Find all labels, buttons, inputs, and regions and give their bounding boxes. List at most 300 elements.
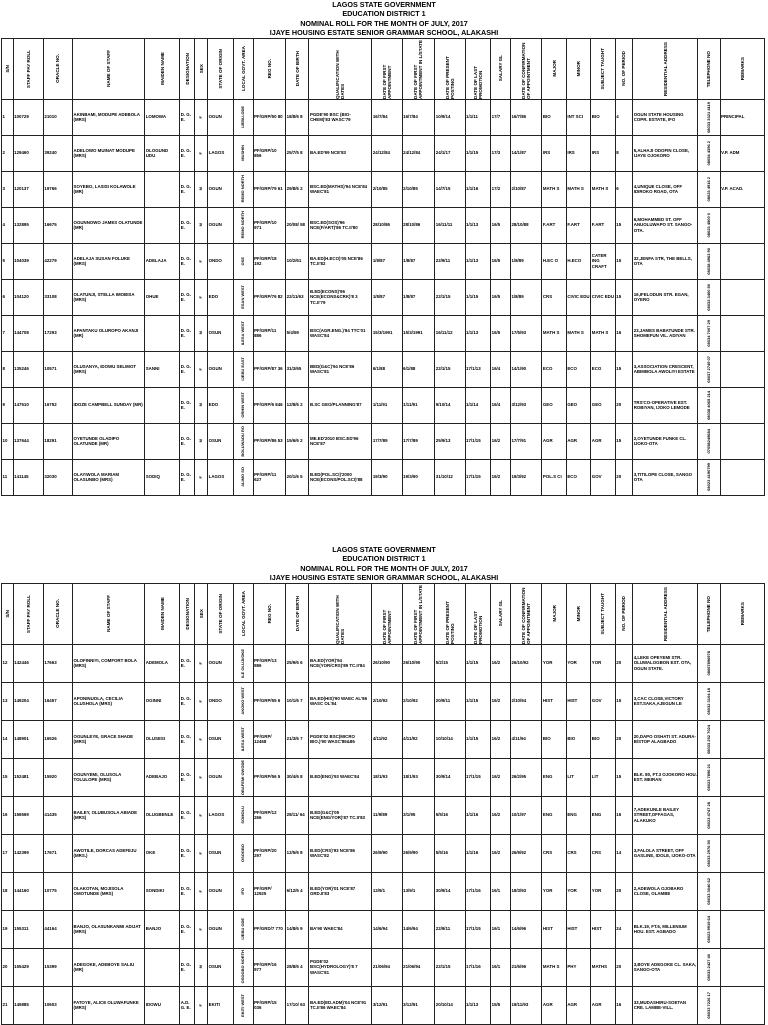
cell-oracle-no: 42279	[43, 243, 72, 279]
cell-minor: YOR	[566, 872, 590, 910]
cell-reg-no: PF/GRP/15 036	[253, 986, 286, 1024]
cell-text: F	[197, 151, 203, 155]
cell-reg-no: PF/GRP/56 5	[253, 758, 286, 796]
cell-text: F	[197, 737, 203, 741]
cell-minor: INT SCI	[566, 99, 590, 135]
cell-name-of-staff: ADEGOKE, ADEBOYE SALIU (MR)	[73, 948, 145, 986]
column-header-date-of-last-promotion	[465, 38, 491, 99]
cell-staff-pay-roll: 144708	[13, 315, 43, 351]
cell-text: M	[197, 187, 203, 191]
column-header-label: DATE OF PRESENT POSTING	[444, 55, 455, 99]
cell-name-of-staff: OGUNYEMI, OLUSOLA TOLULOPE (MRS)	[73, 758, 145, 796]
column-header-name-of-staff	[73, 38, 145, 99]
column-header-label: DATE OF FIRST APPOINTMENT IN L/STATE	[413, 39, 424, 99]
cell-reg-no: PF/GRP/16 977	[253, 948, 286, 986]
cell-minor: MATH S	[566, 315, 590, 351]
cell-minor: GEO	[566, 387, 590, 423]
table-row	[2, 948, 765, 986]
cell-maiden-name: ADEBAJO	[145, 758, 180, 796]
header-government: LAGOS STATE GOVERNMENT	[332, 545, 436, 554]
cell-s-n: 6	[2, 279, 14, 315]
header-roll-title: NOMINAL ROLL FOR THE MONTH OF JULY, 2017	[300, 563, 468, 573]
cell-date-of-first-appointment: 28/10/86	[372, 207, 402, 243]
cell-date-of-present-posting: 20/9/11	[435, 682, 465, 720]
cell-telephone-no	[698, 351, 720, 387]
cell-date-of-confirmation-of-appointment: 26/2/95	[510, 758, 541, 796]
cell-residential-address: 3,BOYE ADEGOKE CL. SAKA, SANGO-OTA	[633, 948, 698, 986]
cell-text: BOLUWADU RO	[239, 425, 245, 457]
cell-state-of-origin: OSUN	[208, 720, 234, 758]
cell-residential-address: 6,MOHAMMED ST. OFF ANUOLUWAPO ST. SANGO-OTA.	[633, 207, 698, 243]
column-header-date-of-birth	[286, 38, 309, 99]
column-header-label: DATE OF BIRTH	[294, 51, 300, 87]
column-header-label: NAME OF STAFF	[106, 50, 112, 88]
cell-no-of-period: 16	[615, 315, 632, 351]
cell-major: BIO	[542, 99, 566, 135]
cell-subject-taught: AGR	[591, 423, 615, 459]
cell-date-of-first-appointment: 15/3/1991	[372, 315, 402, 351]
column-header-major	[542, 38, 566, 99]
cell-staff-pay-roll: 155429	[13, 948, 43, 986]
column-header-staff-pay-roll	[13, 38, 43, 99]
cell-minor: HIST	[566, 910, 590, 948]
cell-name-of-staff: OGUNNOWO JAMES OLATUNDE (MR)	[73, 207, 145, 243]
cell-subject-taught: MATH S	[591, 315, 615, 351]
cell-text: 08023 4747 28	[705, 801, 711, 829]
cell-maiden-name: SODIQ	[145, 459, 180, 495]
cell-date-of-present-posting: 5/2/15	[435, 644, 465, 682]
table-row	[2, 758, 765, 796]
cell-name-of-staff: OLAYIWOLA MARIAM OLASUNBO (MRS)	[73, 459, 145, 495]
sheet-header	[0, 545, 768, 583]
cell-reg-no: PF/GRP/10 856	[253, 135, 286, 171]
cell-date-of-confirmation-of-appointment: 18/3/93	[510, 872, 541, 910]
cell-minor: CIVIC EDU	[566, 279, 590, 315]
cell-text: 08023 9919 64	[705, 915, 711, 943]
cell-salary-gl: 16/2	[491, 796, 511, 834]
cell-minor: IRS	[566, 135, 590, 171]
cell-subject-taught: IRS	[591, 135, 615, 171]
cell-salary-gl: 16/5	[491, 279, 511, 315]
cell-date-of-confirmation-of-appointment: 2/10/94	[510, 682, 541, 720]
cell-major: ENG	[542, 758, 566, 796]
cell-sex	[195, 720, 208, 758]
cell-maiden-name: IDOWU	[145, 986, 180, 1024]
cell-oracle-no: 16457	[43, 682, 72, 720]
cell-major: AGR	[542, 986, 566, 1024]
cell-sex	[195, 758, 208, 796]
cell-reg-no: PF/GRP/55 6	[253, 682, 286, 720]
cell-text: 08033 3400 50	[705, 283, 711, 311]
cell-sex	[195, 682, 208, 720]
cell-designation: D. G. E.	[180, 682, 195, 720]
cell-date-of-confirmation-of-appointment: 14/1/90	[510, 351, 541, 387]
cell-date-of-last-promotion: 17/1/13	[465, 351, 491, 387]
cell-date-of-first-appointment: 26/9/90	[372, 834, 402, 872]
cell-minor: AGR	[566, 423, 590, 459]
column-header-label: DATE OF CONFIRMATION OF APPOINTMENT	[520, 42, 532, 99]
cell-salary-gl: 16/2	[491, 459, 511, 495]
cell-local-govt-area	[233, 720, 253, 758]
cell-date-of-first-appointment: 1/8/87	[372, 243, 402, 279]
cell-text: M	[197, 403, 203, 407]
cell-date-of-last-promotion: 17/1/16	[465, 948, 491, 986]
cell-major: ECO	[542, 351, 566, 387]
cell-local-govt-area	[233, 423, 253, 459]
cell-no-of-period: 4	[615, 99, 632, 135]
cell-no-of-period: 20	[615, 644, 632, 682]
cell-date-of-first-appointment: 6/1/88	[372, 351, 402, 387]
table-row	[2, 459, 765, 495]
cell-designation: D. G. E.	[180, 910, 195, 948]
column-header-label: MAJOR	[551, 605, 557, 622]
column-header-label: MINOR	[575, 605, 581, 622]
column-header-label: LOCAL GOVT. AREA	[240, 46, 246, 92]
cell-reg-no: PF/GRD/7 770	[253, 910, 286, 948]
cell-sex	[195, 387, 208, 423]
column-header-label: NAME OF STAFF	[106, 595, 112, 633]
cell-date-of-confirmation-of-appointment: 14/6/96	[510, 910, 541, 948]
cell-name-of-staff: ADELAJA SUSAN FOLUKE (MRS)	[73, 243, 145, 279]
cell-designation: D. G. E.	[180, 796, 195, 834]
cell-maiden-name: SONDIKI	[145, 872, 180, 910]
cell-residential-address: 4,UNIQUE CLOSE, OFF IDIROKO ROAD, OTA	[633, 171, 698, 207]
cell-name-of-staff: BAILEY, OLUBUSOLA ABIADE (MRS)	[73, 796, 145, 834]
cell-qualification-with-dates: PGDE'02 BSC(HYDROLOGY)'8 7 WASC'81	[309, 948, 372, 986]
cell-sex	[195, 423, 208, 459]
cell-state-of-origin: OSUN	[208, 834, 234, 872]
column-header-date-of-present-posting	[435, 38, 465, 99]
header-school-name: IJAYE HOUSING ESTATE SENIOR GRAMMAR SCHOOL, ALAKASHI	[269, 573, 499, 583]
table-row	[2, 279, 765, 315]
table-row	[2, 644, 765, 682]
cell-subject-taught: F.ART	[591, 207, 615, 243]
cell-local-govt-area	[233, 834, 253, 872]
column-header-salary-gl	[491, 583, 511, 644]
cell-telephone-no	[698, 423, 720, 459]
cell-date-of-last-promotion: 17/1/15	[465, 910, 491, 948]
nominal-roll-sheet-2	[0, 545, 768, 1025]
cell-oracle-no: 17663	[43, 644, 72, 682]
cell-date-of-first-appointment: 1/8/87	[372, 279, 402, 315]
cell-date-of-birth: 18/8/6 8	[286, 99, 309, 135]
cell-oracle-no: 33108	[43, 279, 72, 315]
cell-salary-gl: 16/4	[491, 387, 511, 423]
cell-maiden-name: OKE	[145, 834, 180, 872]
column-header-label: SUBJECT TAUGHT	[600, 47, 606, 90]
cell-date-of-birth: 5/4/59	[286, 315, 309, 351]
cell-remarks	[720, 351, 764, 387]
column-header-telephone-no	[698, 38, 720, 99]
cell-remarks	[720, 644, 764, 682]
column-header-label: S/N	[4, 64, 10, 73]
cell-date-of-last-promotion: 1/1/16	[465, 796, 491, 834]
column-header-label: SALARY GL	[497, 600, 503, 627]
cell-date-of-present-posting: 5/5/16	[435, 796, 465, 834]
cell-reg-no: PF/GRP/79 61	[253, 171, 286, 207]
cell-designation: D. G. E.	[180, 207, 195, 243]
column-header-no-of-period	[615, 583, 632, 644]
cell-no-of-period: 24	[615, 910, 632, 948]
cell-date-of-first-appointment: 17/7/89	[372, 423, 402, 459]
cell-s-n: 3	[2, 171, 14, 207]
cell-date-of-birth: 31/3/65	[286, 351, 309, 387]
cell-date-of-first-appointment: 26/10/90	[372, 644, 402, 682]
table-row	[2, 243, 765, 279]
cell-qualification-with-dates: B.ED(ENG)'93 WAEC'84	[309, 758, 372, 796]
cell-date-of-first-appointment-in-l-state: 3/12/91	[402, 986, 435, 1024]
cell-remarks	[720, 423, 764, 459]
cell-date-of-first-appointment-in-l-state: 2/10/92	[402, 682, 435, 720]
cell-text: OBAFEMI OWODE	[239, 759, 245, 795]
column-header-residential-address	[633, 583, 698, 644]
cell-no-of-period: 15	[615, 243, 632, 279]
table-row	[2, 872, 765, 910]
cell-staff-pay-roll: 137644	[13, 423, 43, 459]
cell-remarks	[720, 796, 764, 834]
cell-qualification-with-dates: PGDE'02 BSC(MICRO BIO.)'90 WASC'85&86	[309, 720, 372, 758]
cell-date-of-present-posting: 22/1/15	[435, 351, 465, 387]
cell-date-of-birth: 20/08/ 58	[286, 207, 309, 243]
cell-s-n: 19	[2, 910, 14, 948]
cell-major: HIST	[542, 910, 566, 948]
cell-date-of-last-promotion: 1/1/15	[465, 135, 491, 171]
cell-date-of-last-promotion: 1/1/16	[465, 834, 491, 872]
column-header-label: MAJOR	[551, 60, 557, 77]
column-header-label: TELEPHONE NO	[706, 595, 712, 632]
cell-telephone-no	[698, 171, 720, 207]
cell-state-of-origin: EKITI	[208, 986, 234, 1024]
cell-date-of-last-promotion: 17/1/15	[465, 423, 491, 459]
cell-date-of-first-appointment: 16/7/84	[372, 99, 402, 135]
column-header-date-of-confirmation-of-appointment	[510, 583, 541, 644]
cell-date-of-first-appointment: 14/6/94	[372, 910, 402, 948]
cell-no-of-period: 14	[615, 834, 632, 872]
cell-date-of-confirmation-of-appointment: 4/11/94	[510, 720, 541, 758]
cell-date-of-last-promotion: 1/1/14	[465, 387, 491, 423]
header-school-name: IJAYE HOUSING ESTATE SENIOR GRAMMAR SCHOOL, ALAKASHI	[269, 28, 499, 38]
cell-major: AGR	[542, 423, 566, 459]
cell-date-of-first-appointment: 4/11/92	[372, 720, 402, 758]
cell-date-of-first-appointment-in-l-state: 1/8/87	[402, 243, 435, 279]
cell-local-govt-area	[233, 872, 253, 910]
cell-date-of-first-appointment: 18/1/93	[372, 758, 402, 796]
cell-subject-taught: YOR	[591, 644, 615, 682]
cell-date-of-first-appointment-in-l-state: 1/11/91	[402, 387, 435, 423]
cell-minor: BIO	[566, 720, 590, 758]
cell-designation: D. G. E.	[180, 872, 195, 910]
column-header-label: QUALIFICATION WITH DATES	[335, 594, 346, 644]
cell-date-of-first-appointment: 1/11/91	[372, 387, 402, 423]
cell-name-of-staff: FATOYE, ALICE OLUWAFUNKE (MRS)	[73, 986, 145, 1024]
cell-local-govt-area	[233, 351, 253, 387]
cell-reg-no: PF/GRP/6 846	[253, 387, 286, 423]
column-header-local-govt-area	[233, 38, 253, 99]
cell-sex	[195, 171, 208, 207]
cell-minor: ECO	[566, 459, 590, 495]
cell-s-n: 4	[2, 207, 14, 243]
table-row	[2, 135, 765, 171]
cell-date-of-present-posting: 31/10/12	[435, 459, 465, 495]
column-header-label: DATE OF LAST PROMOTION	[472, 65, 483, 99]
column-header-state-of-origin	[208, 38, 234, 99]
cell-maiden-name: OGINNI	[145, 682, 180, 720]
cell-qualification-with-dates: B.ED(CRS)'93 NCE'86 WASC'82	[309, 834, 372, 872]
cell-salary-gl: 16/1	[491, 872, 511, 910]
cell-maiden-name	[145, 387, 180, 423]
cell-text: 08054 4396 2	[705, 140, 711, 166]
cell-staff-pay-roll: 120137	[13, 171, 43, 207]
cell-date-of-last-promotion: 1/1/16	[465, 171, 491, 207]
column-header-label: REG NO.	[266, 603, 272, 624]
cell-residential-address: OGUN STATE HOUSING COPR. ESTATE, IFO	[633, 99, 698, 135]
cell-reg-no: PF/GRP/11 627	[253, 459, 286, 495]
cell-maiden-name: OLUSESI	[145, 720, 180, 758]
cell-state-of-origin: EDO	[208, 279, 234, 315]
cell-salary-gl: 17/2	[491, 171, 511, 207]
cell-maiden-name: ADEMOLA	[145, 644, 180, 682]
cell-no-of-period: 15	[615, 351, 632, 387]
cell-text: F	[197, 475, 203, 479]
cell-date-of-last-promotion: 17/1/15	[465, 459, 491, 495]
cell-telephone-no	[698, 720, 720, 758]
column-header-label: SUBJECT TAUGHT	[600, 592, 606, 635]
cell-designation: D. G. E.	[180, 351, 195, 387]
cell-date-of-present-posting: 10/10/14	[435, 720, 465, 758]
cell-s-n: 15	[2, 758, 14, 796]
column-header-label: QUALIFICATION WITH DATES	[335, 49, 346, 99]
column-header-oracle-no	[43, 38, 72, 99]
table-row	[2, 720, 765, 758]
cell-oracle-no: 44164	[43, 910, 72, 948]
cell-local-govt-area	[233, 135, 253, 171]
cell-name-of-staff: OLAKOTAN, MOJISOLA OMOTUNDE (MRS)	[73, 872, 145, 910]
column-header-label: DATE OF BIRTH	[294, 596, 300, 632]
cell-telephone-no	[698, 910, 720, 948]
table-row	[2, 796, 765, 834]
cell-remarks	[720, 387, 764, 423]
cell-subject-taught: CIVIC EDU	[591, 279, 615, 315]
cell-salary-gl: 16/2	[491, 758, 511, 796]
cell-major: POL.S CI	[542, 459, 566, 495]
cell-telephone-no	[698, 682, 720, 720]
cell-local-govt-area	[233, 243, 253, 279]
cell-state-of-origin: OSUN	[208, 315, 234, 351]
cell-reg-no: PF/GRP/50 80	[253, 99, 286, 135]
cell-designation: A.D. G. E.	[180, 986, 195, 1024]
column-header-label: STAFF PAY ROLL	[25, 594, 31, 633]
cell-no-of-period: 15	[615, 423, 632, 459]
column-header-label: SEX	[198, 64, 204, 74]
column-header-no-of-period	[615, 38, 632, 99]
cell-no-of-period: 15	[615, 207, 632, 243]
cell-local-govt-area	[233, 387, 253, 423]
header-roll-title: NOMINAL ROLL FOR THE MONTH OF JULY, 2017	[300, 18, 468, 28]
cell-residential-address: 4,LEKE OPEYEMI STR. OLUWALOGBON EST. OTA, OGUN STATE.	[633, 644, 698, 682]
cell-sex	[195, 207, 208, 243]
cell-remarks	[720, 986, 764, 1024]
cell-major: YOR	[542, 644, 566, 682]
cell-remarks: V.P. ACAD.	[720, 171, 764, 207]
column-header-date-of-confirmation-of-appointment	[510, 38, 541, 99]
cell-date-of-present-posting: 30/9/14	[435, 872, 465, 910]
cell-salary-gl: 16/2	[491, 720, 511, 758]
cell-text: 08067896978	[705, 650, 711, 676]
cell-oracle-no: 10603	[43, 986, 72, 1024]
column-header-label: DATE OF FIRST APPOINTMENT IN L/STATE	[413, 584, 424, 644]
cell-date-of-present-posting: 30/9/14	[435, 758, 465, 796]
header-row	[2, 38, 765, 99]
cell-salary-gl: 15/5	[491, 986, 511, 1024]
cell-qualification-with-dates: B.SC GEO/PLANNING'87	[309, 387, 372, 423]
cell-staff-pay-roll: 100729	[13, 99, 43, 135]
column-header-remarks	[720, 583, 764, 644]
cell-text: F	[197, 927, 203, 931]
cell-oracle-no: 19766	[43, 171, 72, 207]
cell-oracle-no: 16675	[43, 207, 72, 243]
cell-maiden-name: BANJO	[145, 910, 180, 948]
cell-subject-taught: YOR	[591, 872, 615, 910]
cell-text: EKITI WEST	[239, 993, 245, 1017]
cell-date-of-birth: 10/2/61	[286, 243, 309, 279]
cell-date-of-birth: 20/1/6 5	[286, 459, 309, 495]
cell-date-of-birth: 28/8/6 4	[286, 948, 309, 986]
cell-date-of-present-posting: 16/11/11	[435, 207, 465, 243]
cell-date-of-confirmation-of-appointment: 19/11/93	[510, 986, 541, 1024]
cell-maiden-name	[145, 207, 180, 243]
cell-remarks	[720, 910, 764, 948]
column-header-label: RESIDENTIAL ADDRESS	[662, 586, 668, 641]
cell-text: MUSHIN	[239, 145, 245, 162]
cell-date-of-confirmation-of-appointment: 21/6/96	[510, 948, 541, 986]
cell-text: IFO	[239, 887, 245, 895]
cell-text: M	[197, 965, 203, 969]
cell-date-of-first-appointment-in-l-state: 13/9/1	[402, 872, 435, 910]
cell-date-of-birth: 14/8/6 9	[286, 910, 309, 948]
cell-sex	[195, 99, 208, 135]
cell-state-of-origin: OGUN	[208, 644, 234, 682]
cell-salary-gl: 16/2	[491, 834, 511, 872]
column-header-label: SALARY GL	[497, 55, 503, 82]
cell-local-govt-area	[233, 315, 253, 351]
column-header-date-of-first-appointment	[372, 583, 402, 644]
cell-s-n: 16	[2, 796, 14, 834]
cell-staff-pay-roll: 142446	[13, 644, 43, 682]
cell-state-of-origin: LAGOS	[208, 459, 234, 495]
cell-date-of-present-posting: 9/10/14	[435, 387, 465, 423]
cell-no-of-period: 20	[615, 387, 632, 423]
cell-residential-address: 7,ADEKUNLE BAILEY STREET,OFFAGAS, ALAKUKO	[633, 796, 698, 834]
cell-date-of-birth: 25/9/6 6	[286, 644, 309, 682]
cell-residential-address: TRS'CO-OPERATIVE EST. ROBIYAN, IJOKO LEMODE	[633, 387, 698, 423]
column-header-residential-address	[633, 38, 698, 99]
cell-remarks	[720, 720, 764, 758]
cell-s-n: 9	[2, 387, 14, 423]
cell-minor: LIT	[566, 758, 590, 796]
cell-name-of-staff: OGUNLEYE, GRACE SHADE (MRS)	[73, 720, 145, 758]
cell-date-of-birth: 10/1/6 7	[286, 682, 309, 720]
cell-date-of-first-appointment: 24/12/84	[372, 135, 402, 171]
cell-qualification-with-dates: BA.ED(H.ECO)'05 NCE'86 TC.II'82	[309, 243, 372, 279]
cell-staff-pay-roll: 104039	[13, 243, 43, 279]
cell-oracle-no: 18291	[43, 423, 72, 459]
cell-maiden-name: OHUE	[145, 279, 180, 315]
cell-text: AKOKO WEST	[239, 687, 245, 715]
cell-text: 08023 4500 0	[705, 212, 711, 238]
cell-telephone-no	[698, 279, 720, 315]
cell-reg-no: PF/GRP/86 53	[253, 423, 286, 459]
cell-text: F	[197, 1003, 203, 1007]
